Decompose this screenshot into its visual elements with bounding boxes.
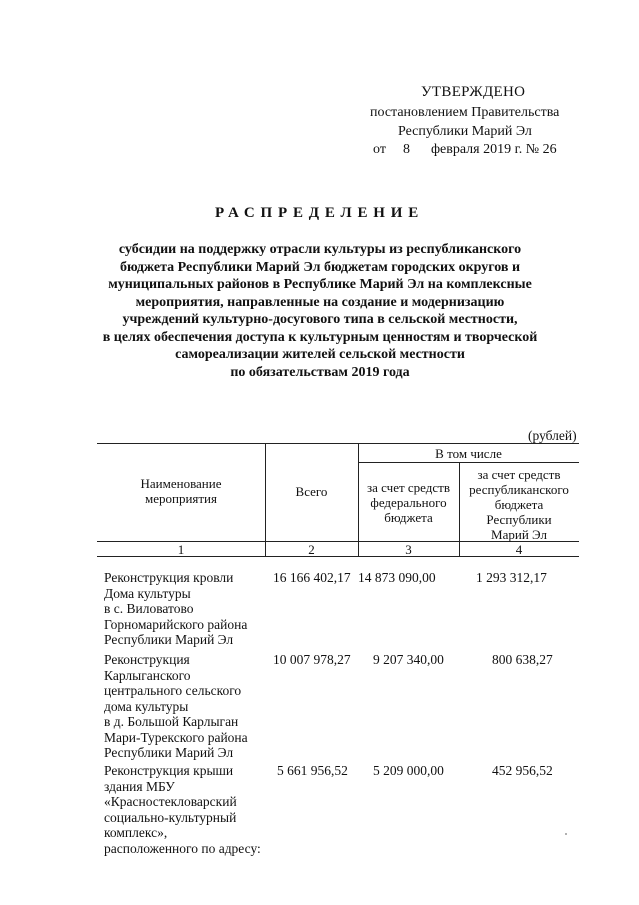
row-name-line: Реконструкция <box>104 652 190 667</box>
document-title: РАСПРЕДЕЛЕНИЕ <box>214 205 425 221</box>
header-text: мероприятия <box>144 491 217 506</box>
approval-line-1: постановлением Правительства <box>370 105 560 120</box>
row-name-line: социально-культурный <box>104 809 237 825</box>
header-text: республиканского <box>469 482 569 497</box>
document-subtitle <box>60 241 580 381</box>
row-name-line: Реконструкция крыши <box>104 763 234 778</box>
subtitle-line: бюджета Республики Марий Эл бюджетам городских округов и <box>119 259 521 275</box>
row-name-line: «Красностекловарский <box>104 794 237 809</box>
approval-line-3 <box>373 141 557 159</box>
row-republic: 452 956,52 <box>492 763 553 778</box>
subtitle-line: муниципальных районов в Республике Марий Эл на комплексные <box>108 277 532 292</box>
col-number: 3 <box>405 542 412 557</box>
row-total: 5 661 956,52 <box>277 763 348 778</box>
subtitle-line: мероприятия, направленные на создание и модернизацию <box>135 294 505 310</box>
row-name-line: здания МБУ <box>104 778 175 794</box>
row-total: 16 166 402,17 <box>273 570 351 585</box>
table-row-name <box>104 763 261 856</box>
header-text: Марий Эл <box>491 527 547 542</box>
row-total: 10 007 978,27 <box>273 652 351 667</box>
row-name-line: Карлыганского <box>104 667 191 683</box>
header-including: В том числе <box>435 446 502 461</box>
row-name-line: дома культуры <box>104 698 189 714</box>
col-number: 1 <box>177 542 185 557</box>
subtitle-line: по обязательствам 2019 года <box>230 364 410 380</box>
col-number: 4 <box>515 542 523 557</box>
header-text: Наименование <box>140 476 222 491</box>
row-name-line: Реконструкция кровли <box>104 570 234 585</box>
header-name <box>97 476 265 506</box>
table-row-name <box>104 570 247 648</box>
table-top-border <box>97 443 579 444</box>
row-federal: 9 207 340,00 <box>373 652 444 667</box>
subtitle-line: учреждений культурно-досугового типа в сельской местности, <box>122 312 518 327</box>
approval-title: УТВЕРЖДЕНО <box>421 84 526 100</box>
row-republic: 1 293 312,17 <box>476 570 547 585</box>
subtitle-line: субсидии на поддержку отрасли культуры из республиканского <box>118 242 522 257</box>
row-name-line: Мари-Турекского района <box>104 729 248 745</box>
table-row-name <box>104 652 248 761</box>
header-total: Всего <box>295 484 328 499</box>
scan-speck <box>565 833 567 835</box>
header-text: федерального <box>370 495 447 510</box>
approval-date-prefix: от <box>373 142 386 157</box>
header-text: за счет средств <box>477 467 561 482</box>
header-text: Республики <box>486 512 552 527</box>
unit-label: (рублей) <box>528 428 577 443</box>
row-name-line: Горномарийского района <box>104 616 248 632</box>
row-name-line: Дома культуры <box>104 585 191 601</box>
subtitle-line: самореализации жителей сельской местности <box>175 347 465 362</box>
row-name-line: в д. Большой Карлыган <box>104 714 239 729</box>
header-text: за счет средств <box>367 480 450 495</box>
row-name-line: расположенного по адресу: <box>104 840 261 856</box>
subtitle-line: в целях обеспечения доступа к культурным ценностям и творческой <box>102 329 538 345</box>
row-republic: 800 638,27 <box>492 652 553 667</box>
row-name-line: в с. Виловатово <box>104 601 194 616</box>
col-divider <box>265 443 266 556</box>
row-name-line: центрального сельского <box>104 683 242 698</box>
row-federal: 5 209 000,00 <box>373 763 444 778</box>
header-divider <box>358 462 579 463</box>
approval-line-2: Республики Марий Эл <box>398 124 532 139</box>
approval-day: 8 <box>402 142 410 157</box>
row-name-line: Республики Марий Эл <box>104 745 234 760</box>
header-text: бюджета <box>494 497 544 512</box>
row-name-line: Республики Марий Эл <box>104 632 234 647</box>
header-republic <box>459 467 579 542</box>
header-federal <box>358 480 459 525</box>
col-number: 2 <box>308 542 315 557</box>
row-federal: 14 873 090,00 <box>358 570 436 585</box>
approval-date-suffix: февраля 2019 г. № 26 <box>430 142 557 157</box>
row-name-line: комплекс», <box>104 825 168 840</box>
header-text: бюджета <box>384 510 433 525</box>
